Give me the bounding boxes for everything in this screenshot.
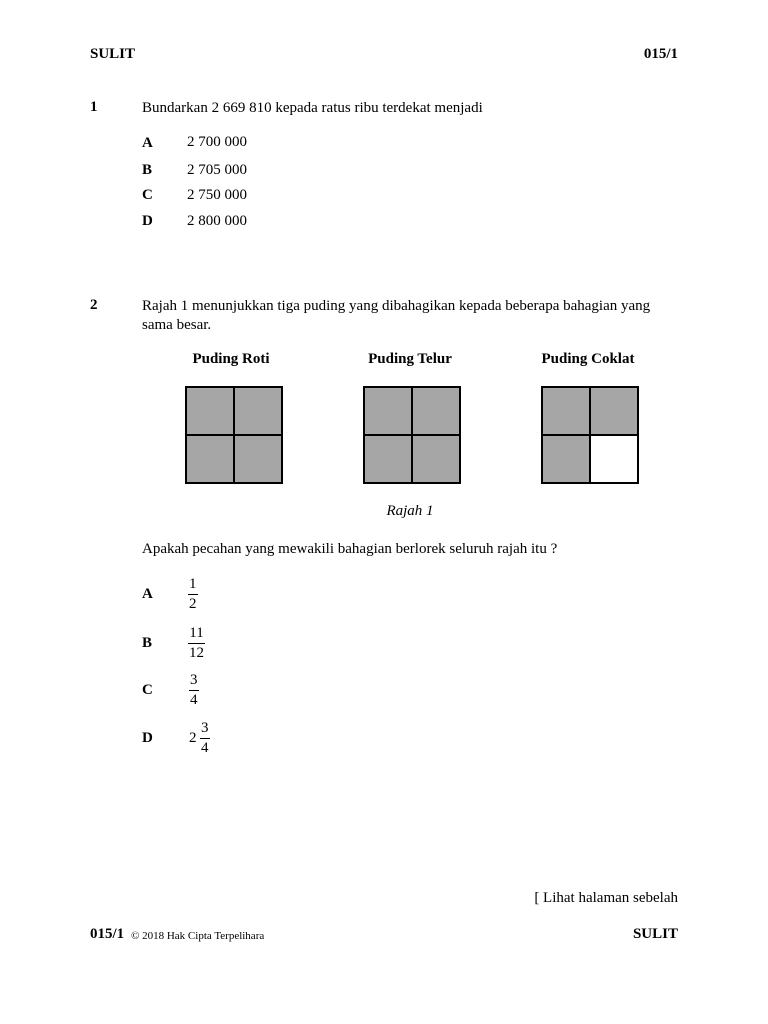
pudding-coklat-cell <box>543 435 590 482</box>
q2-text: Rajah 1 menunjukkan tiga puding yang dibahagikan kepada beberapa bahagian yang sama besar. <box>142 298 651 333</box>
q1-option-c-letter: C <box>142 187 153 203</box>
fraction-denominator: 4 <box>190 692 198 708</box>
pudding-telur-cell <box>412 388 459 435</box>
q1-option-d-letter: D <box>142 213 153 229</box>
pudding-coklat-title: Puding Coklat <box>541 351 635 367</box>
pudding-roti-cell <box>187 435 234 482</box>
pudding-coklat-cell <box>543 388 590 435</box>
q2-number: 2 <box>90 297 98 313</box>
q1-option-b-text: 2 705 000 <box>187 162 247 178</box>
pudding-roti-cell <box>234 388 281 435</box>
q2-option-d-fraction <box>200 719 210 758</box>
q1-option-b-letter: B <box>142 162 153 178</box>
pudding-telur-cell <box>412 435 459 482</box>
q1-text: Bundarkan 2 669 810 kepada ratus ribu terdekat menjadi <box>142 100 483 116</box>
footer-copyright: © 2018 Hak Cipta Terpelihara <box>131 930 265 942</box>
q1-option-c-text: 2 750 000 <box>187 187 247 203</box>
pudding-coklat-grid <box>541 386 639 484</box>
fraction-denominator: 12 <box>189 645 204 661</box>
q2-option-a-fraction <box>188 575 198 614</box>
pudding-telur-cell <box>365 435 412 482</box>
fraction-numerator: 3 <box>201 720 209 736</box>
q2-option-c-letter: C <box>142 682 153 698</box>
q2-option-b-letter: B <box>142 635 153 651</box>
pudding-telur-grid <box>363 386 461 484</box>
fraction-numerator: 3 <box>190 672 198 688</box>
next-page-note: [ Lihat halaman sebelah <box>534 890 678 906</box>
header-classification: SULIT <box>90 46 136 62</box>
q2-option-a-letter: A <box>142 586 153 602</box>
pudding-roti-cell <box>187 388 234 435</box>
q1-option-a-text: 2 700 000 <box>187 134 247 150</box>
q2-option-c-fraction <box>189 671 199 710</box>
q2-option-d-letter: D <box>142 730 153 746</box>
footer-paper-code: 015/1 <box>90 926 125 942</box>
pudding-telur-title: Puding Telur <box>368 351 452 367</box>
pudding-roti-grid <box>185 386 283 484</box>
q2-option-b-fraction <box>188 624 205 663</box>
q1-option-d-text: 2 800 000 <box>187 213 247 229</box>
fraction-numerator: 11 <box>189 625 204 641</box>
pudding-coklat-cell <box>590 435 637 482</box>
pudding-roti-title: Puding Roti <box>192 351 270 367</box>
q2-option-d-whole: 2 <box>189 730 197 746</box>
q1-number: 1 <box>90 99 98 115</box>
pudding-roti-cell <box>234 435 281 482</box>
q1-option-a-letter: A <box>142 135 153 151</box>
fraction-numerator: 1 <box>189 576 197 592</box>
q2-question: Apakah pecahan yang mewakili bahagian berlorek seluruh rajah itu ? <box>142 541 558 557</box>
pudding-telur-cell <box>365 388 412 435</box>
footer-classification: SULIT <box>632 926 678 942</box>
fraction-denominator: 2 <box>189 596 197 612</box>
pudding-coklat-cell <box>590 388 637 435</box>
figure-caption: Rajah 1 <box>386 503 434 519</box>
header-paper-code: 015/1 <box>643 46 678 62</box>
fraction-denominator: 4 <box>201 740 209 756</box>
